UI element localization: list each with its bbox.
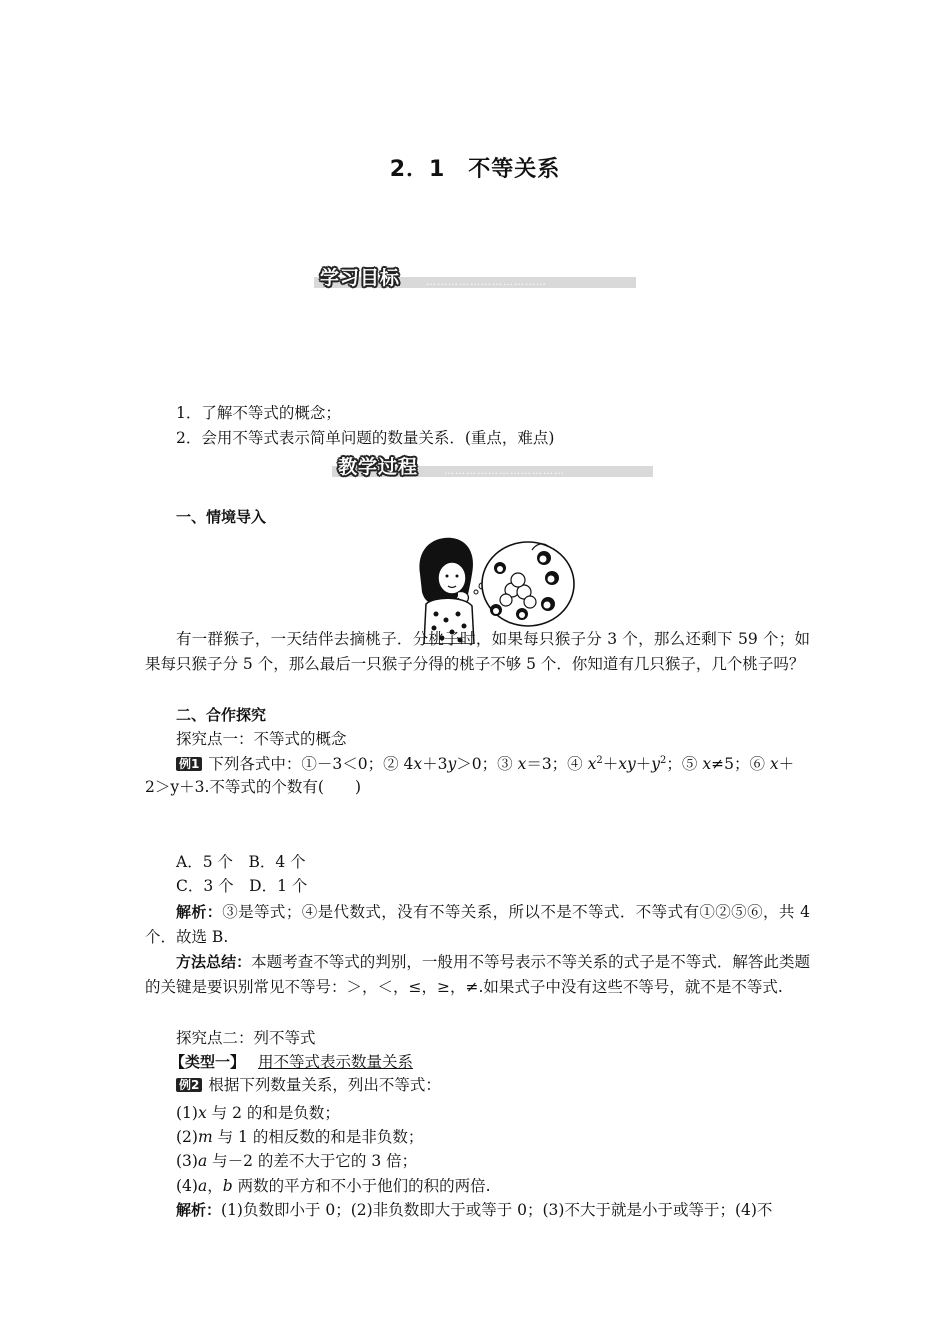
example-2-analysis — [176, 1198, 772, 1222]
example-1-options-1: A．5 个 B．4 个 — [176, 853, 306, 871]
goals-banner-label: 学习目标 — [320, 267, 401, 289]
type-1-heading — [170, 1050, 413, 1074]
goal-item: 1．了解不等式的概念； — [176, 404, 341, 422]
example-1-analysis — [145, 900, 810, 950]
example-2-line — [176, 1073, 441, 1097]
example-2-item: (4)a，b 两数的平方和不小于他们的积的两倍. — [176, 1177, 491, 1195]
explore-point-1: 探究点一：不等式的概念 — [176, 730, 347, 748]
example-1-options-2: C．3 个 D．1 个 — [176, 877, 308, 895]
method-label: 方法总结： — [176, 953, 252, 971]
explore-point-2: 探究点二：列不等式 — [176, 1029, 316, 1047]
section-heading-intro: 一、情境导入 — [176, 508, 267, 526]
example-1-line-2: 2＞y＋3.不等式的个数有( ) — [145, 778, 362, 796]
goals-banner: …………………………… 学习目标 — [314, 263, 636, 293]
section-heading-explore: 二、合作探究 — [176, 706, 267, 724]
type-1-label: 用不等式表示数量关系 — [257, 1053, 413, 1071]
process-banner: …………………………… 教学过程 — [332, 452, 653, 482]
example-1-tag: 例1 — [176, 757, 202, 771]
goal-item: 2．会用不等式表示简单问题的数量关系．(重点，难点) — [176, 429, 555, 447]
example-2-intro: 根据下列数量关系，列出不等式： — [208, 1076, 441, 1094]
analysis-label: 解析： — [176, 1201, 222, 1219]
example-1-method — [145, 950, 810, 1000]
intro-paragraph: 有一群猴子，一天结伴去摘桃子．分桃子时，如果每只猴子分 3 个，那么还剩下 59 个；如果每只猴子分 5 个，那么最后一只猴子分得的桃子不够 5 个．你知道有几只猴子，几个桃子吗？ — [145, 630, 810, 673]
example-2-item: (3)a 与－2 的差不大于它的 3 倍； — [176, 1152, 418, 1170]
example-2-item: (2)m 与 1 的相反数的和是非负数； — [176, 1128, 424, 1146]
analysis-label: 解析： — [176, 903, 223, 921]
process-banner-label: 教学过程 — [338, 456, 419, 478]
analysis-text: ③是等式；④是代数式，没有不等关系，所以不是不等式．不等式有①②⑤⑥，共 4 个．故选 B. — [145, 903, 810, 946]
example-1-intro: 下列各式中：①－3＜0；② 4x＋3y＞0；③ x＝3；④ $x^2+xy+y^2$；⑤ x≠5；⑥ x＋ — [208, 755, 795, 774]
analysis-text: (1)负数即小于 0；(2)非负数即大于或等于 0；(3)不大于就是小于或等于；(4)不 — [221, 1201, 773, 1219]
example-1-line-1 — [176, 749, 794, 776]
type-1-bracket: 【类型一】 — [170, 1053, 246, 1071]
method-text: 本题考查不等式的判别，一般用不等号表示不等关系的式子是不等式．解答此类题的关键是要识别常见不等号：＞，＜，≤，≥，≠.如果式子中没有这些不等号，就不是不等式. — [145, 953, 810, 996]
example-2-tag: 例2 — [176, 1078, 202, 1092]
example-2-item: (1)x 与 2 的和是负数； — [176, 1104, 340, 1122]
page-title: 2．1 不等关系 — [389, 157, 561, 182]
